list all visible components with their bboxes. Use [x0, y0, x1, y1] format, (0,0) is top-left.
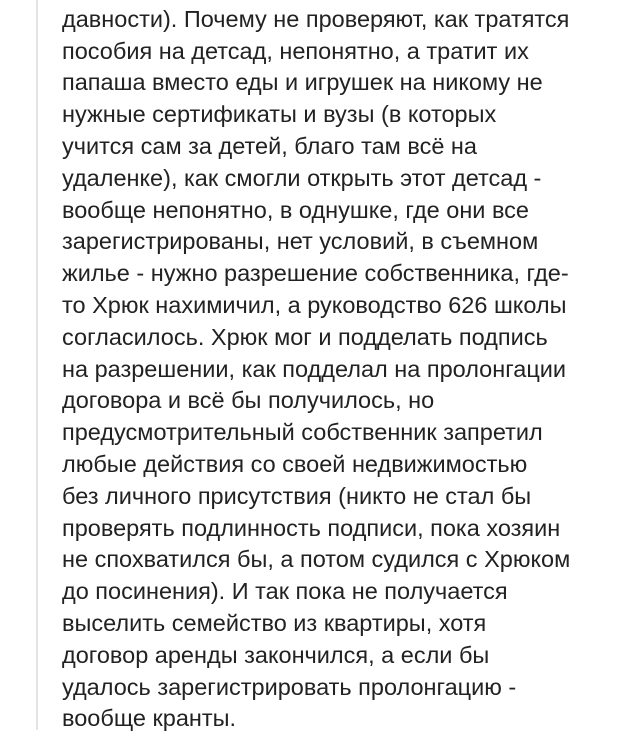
- comment-line: до посинения). И так пока не получается: [62, 578, 508, 605]
- comment-line: вообще непонятно, в однушке, где они все: [62, 196, 530, 223]
- comment-line: удаленке), как смогли открыть этот детсад -: [62, 164, 542, 191]
- comment-line: выселить семейство из квартиры, хотя: [62, 609, 487, 636]
- comment-line: зарегистрированы, нет условий, в съемном: [62, 228, 539, 255]
- comment-line: договор аренды закончился, а если бы: [62, 641, 490, 668]
- comment-line: нужные сертификаты и вузы (в которых: [62, 101, 497, 128]
- comment-body: [62, 0, 632, 735]
- comment-line: жилье - нужно разрешение собственника, где-: [62, 260, 569, 287]
- comment-line: проверять подлинность подписи, пока хозяин: [62, 514, 561, 541]
- comment-line: без личного присутствия (никто не стал бы: [62, 482, 532, 509]
- comment-line: на разрешении, как подделал на пролонгации: [62, 355, 567, 382]
- comment-line: любые действия со своей недвижимостью: [62, 450, 528, 477]
- comment-line: удалось зарегистрировать пролонгацию -: [62, 673, 517, 700]
- comment-line: предусмотрительный собственник запретил: [62, 419, 543, 446]
- comment-line: учится сам за детей, благо там всё на: [62, 132, 477, 159]
- comment-line: то Хрюк нахимичил, а руководство 626 школы: [62, 291, 567, 318]
- comment-line: договора и всё бы получилось, но: [62, 387, 435, 414]
- comment-line: папаша вместо еды и игрушек на никому не: [62, 69, 543, 96]
- comment-line: давности). Почему не проверяют, как тратятся: [62, 5, 570, 32]
- comment-line: вообще кранты.: [62, 705, 237, 732]
- comment-line: согласилось. Хрюк мог и подделать подпись: [62, 323, 548, 350]
- comment-line: пособия на детсад, непонятно, а тратит их: [62, 37, 529, 64]
- comment-line: не спохватился бы, а потом судился с Хрюком: [62, 546, 571, 573]
- thread-indent-line: [36, 0, 38, 730]
